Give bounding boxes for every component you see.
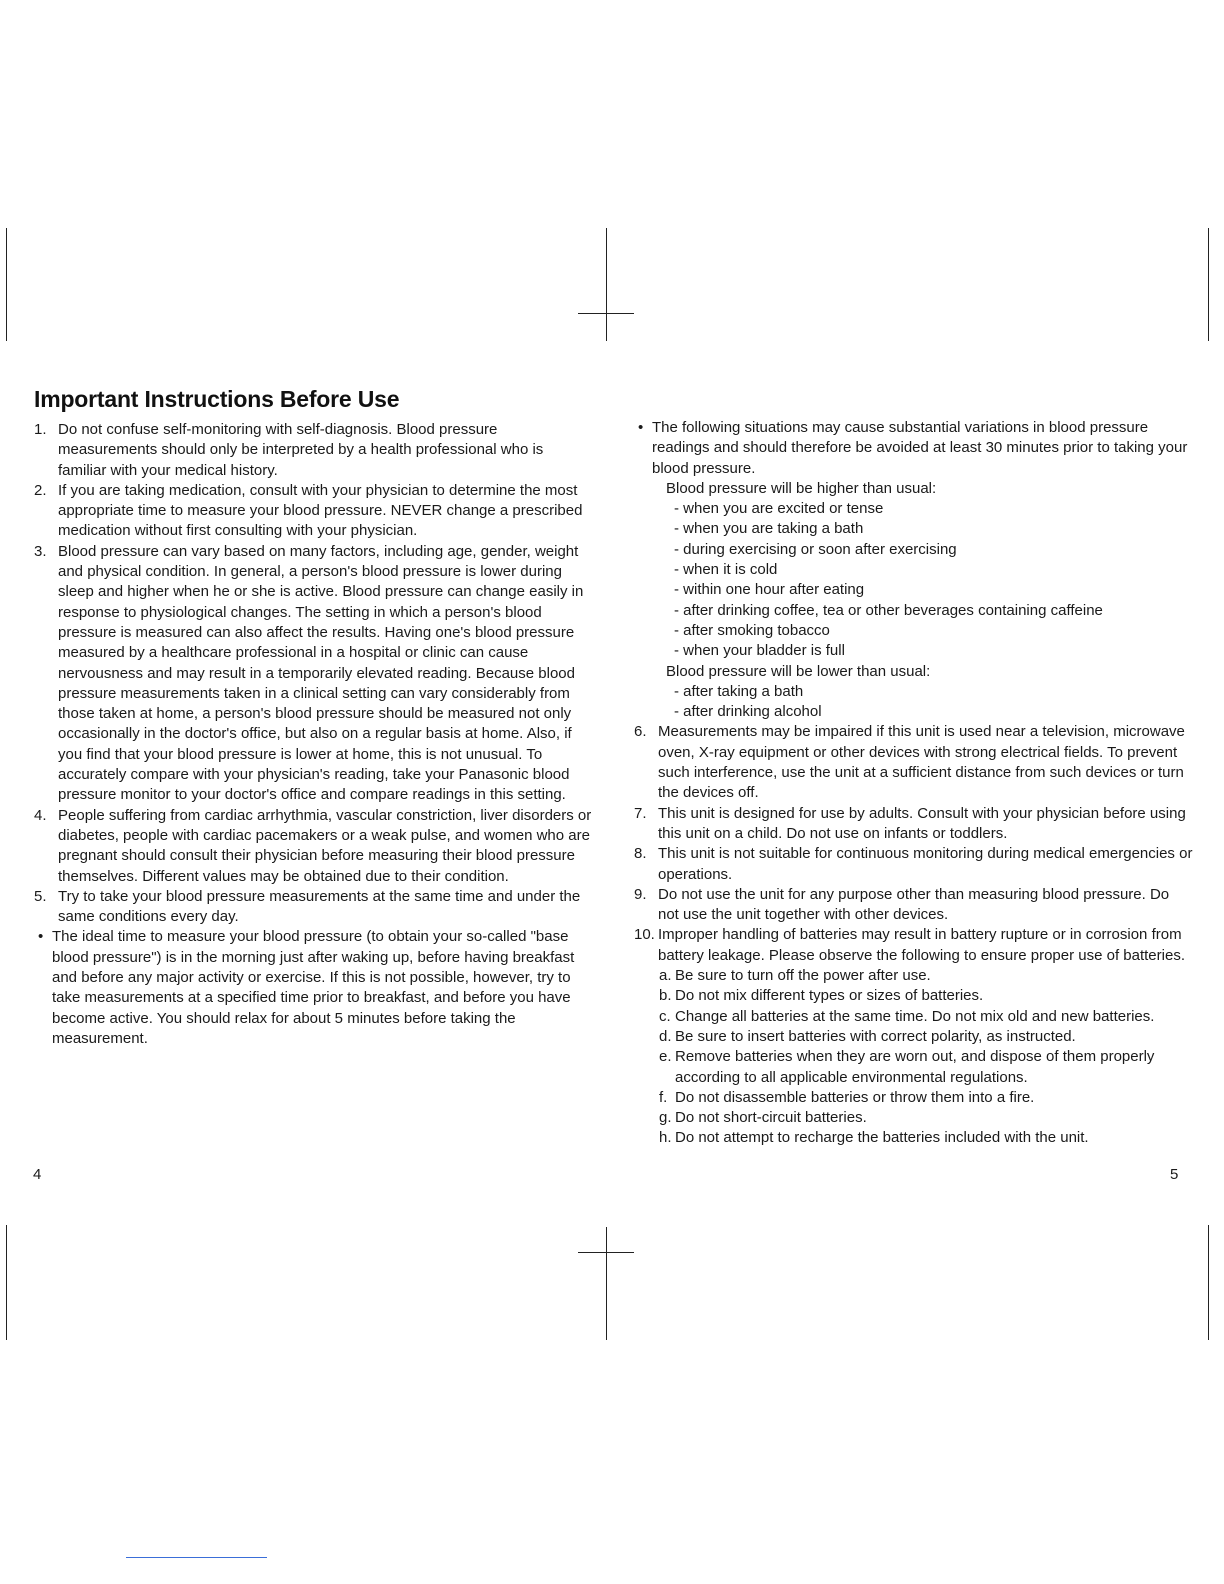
crop-mark-top-left [6, 228, 7, 341]
battery-item [634, 1027, 1194, 1047]
list-item [34, 542, 594, 806]
item-text: Measurements may be impaired if this unit is used near a television, microwave oven, X-ray equipment or other devices with strong electrical fields. To prevent such interference, use the unit at a sufficient distance from such devices or turn the devices off. [658, 723, 1185, 802]
battery-text: Be sure to insert batteries with correct polarity, as instructed. [675, 1027, 1076, 1045]
right-column [634, 418, 1194, 1149]
item-number: 5. [34, 887, 47, 905]
battery-item [634, 1128, 1194, 1148]
item-number: 1. [34, 421, 47, 438]
bullet-text: The following situations may cause substantial variations in blood pressure readings and should therefore be avoided at least 30 minutes prior to taking your blood pressure. [652, 419, 1188, 477]
crop-mark-bottom-center [606, 1227, 607, 1340]
item-number: 9. [634, 885, 647, 903]
crop-mark-top-center [606, 228, 607, 341]
item-number: 7. [634, 804, 647, 822]
list-item [634, 844, 1194, 885]
page-number-right: 5 [1170, 1166, 1179, 1183]
dash-item: - when it is cold [674, 561, 778, 579]
battery-letter: d. [659, 1027, 672, 1045]
battery-text: Remove batteries when they are worn out, and dispose of them properly according to all applicable environmental regulations. [675, 1048, 1155, 1086]
battery-item [634, 986, 1194, 1006]
bullet-item [636, 418, 1194, 479]
battery-text: Do not short-circuit batteries. [675, 1109, 867, 1127]
battery-letter: g. [659, 1109, 672, 1127]
lower-heading: Blood pressure will be lower than usual: [666, 662, 931, 680]
dash-item: - after drinking alcohol [674, 703, 822, 721]
list-item [34, 887, 594, 928]
bullet-text: The ideal time to measure your blood pressure (to obtain your so-called "base blood pressure") is in the morning just after waking up, before having breakfast and before any major activity or exercise. If this is not possible, however, try to take measurements at a specified time prior to breakfast, and before you have become active. You should relax for about 5 minutes before taking the measurement. [52, 928, 575, 1047]
crop-mark-top-right [1208, 228, 1209, 341]
item-text: If you are taking medication, consult with your physician to determine the most appropriate time to measure your blood pressure. NEVER change a prescribed medication without first consulting with your physician. [58, 481, 583, 540]
battery-text: Be sure to turn off the power after use. [675, 967, 931, 985]
battery-item [634, 1088, 1194, 1108]
dash-item: - during exercising or soon after exercising [674, 540, 957, 558]
page-number-left: 4 [33, 1166, 42, 1183]
battery-item [634, 1108, 1194, 1128]
list-item [34, 806, 594, 887]
item-text: People suffering from cardiac arrhythmia, vascular constriction, liver disorders or diabetes, people with cardiac pacemakers or a weak pulse, and women who are pregnant should consult their physician before measuring their blood pressure themselves. Different values may be obtained due to their condition. [58, 806, 592, 885]
crop-mark-bottom-center-h [578, 1252, 634, 1253]
dash-item: - after smoking tobacco [674, 621, 830, 639]
item-text: This unit is designed for use by adults. Consult with your physician before using this unit on a child. Do not use on infants or toddlers. [658, 804, 1186, 842]
item-number: 10. [634, 926, 655, 944]
bullet-item [36, 927, 594, 1049]
item-text: This unit is not suitable for continuous monitoring during medical emergencies or operations. [658, 845, 1193, 883]
battery-letter: c. [659, 1007, 671, 1025]
item-number: 6. [634, 723, 647, 741]
page-title: Important Instructions Before Use [34, 386, 400, 412]
battery-item [634, 1007, 1194, 1027]
battery-text: Change all batteries at the same time. Do not mix old and new batteries. [675, 1007, 1155, 1025]
dash-item: - after drinking coffee, tea or other beverages containing caffeine [674, 601, 1103, 619]
battery-text: Do not mix different types or sizes of batteries. [675, 987, 984, 1005]
bullet-dot: • [638, 419, 644, 436]
list-item [634, 804, 1194, 845]
battery-text: Do not attempt to recharge the batteries included with the unit. [675, 1129, 1089, 1147]
list-item [634, 722, 1194, 803]
dash-item: - within one hour after eating [674, 581, 865, 599]
item-text: Do not confuse self-monitoring with self-diagnosis. Blood pressure measurements should only be interpreted by a health professional who is familiar with your medical history. [58, 421, 544, 479]
item-text: Blood pressure can vary based on many factors, including age, gender, weight and physical condition. In general, a person's blood pressure is lower during sleep and higher when he or she is active. Blood pressure can change easily in response to physiological changes. The setting in which a person's blood pressure is measured can also affect the results. Having one's blood pressure measured by a healthcare professional in a hospital or clinic can cause nervousness and may result in a temporarily elevated reading. Because blood pressure measurements taken in a clinical setting can vary considerably from those taken at home, a person's blood pressure should be measured not only occasionally in the doctor's office, but also on a regular basis at home. Also, if you find that your blood pressure is lower at home, this is not unusual. To accurately compare with your physician's reading, take your Panasonic blood pressure monitor to your doctor's office and compare readings in this setting. [58, 542, 584, 804]
battery-letter: b. [659, 987, 672, 1005]
dash-item: - when you are excited or tense [674, 500, 884, 518]
item-number: 3. [34, 542, 47, 560]
higher-heading: Blood pressure will be higher than usual: [666, 479, 937, 497]
item-text: Improper handling of batteries may result in battery rupture or in corrosion from battery leakage. Please observe the following to ensure proper use of batteries. [658, 926, 1185, 964]
dash-item: - when your bladder is full [674, 642, 845, 660]
dash-item: - when you are taking a bath [674, 520, 864, 538]
crop-mark-bottom-right [1208, 1225, 1209, 1340]
battery-item [634, 1047, 1194, 1088]
crop-mark-top-center-h [578, 313, 634, 314]
bullet-dot: • [38, 928, 44, 946]
item-text: Do not use the unit for any purpose other than measuring blood pressure. Do not use the unit together with other devices. [658, 885, 1170, 924]
battery-text: Do not disassemble batteries or throw them into a fire. [675, 1088, 1035, 1106]
list-item [634, 925, 1194, 966]
battery-item [634, 966, 1194, 986]
item-number: 4. [34, 806, 47, 824]
battery-letter: h. [659, 1129, 672, 1147]
list-item [634, 885, 1194, 926]
dash-item: - after taking a bath [674, 682, 804, 700]
list-item [34, 420, 594, 481]
battery-letter: f. [659, 1088, 668, 1106]
list-item [34, 481, 594, 542]
crop-mark-bottom-left [6, 1225, 7, 1340]
item-number: 8. [634, 845, 647, 863]
divider-line [126, 1557, 267, 1558]
item-number: 2. [34, 481, 47, 499]
item-text: Try to take your blood pressure measurements at the same time and under the same conditions every day. [58, 887, 581, 926]
battery-letter: a. [659, 967, 672, 985]
left-column [34, 420, 594, 1049]
battery-letter: e. [659, 1048, 672, 1066]
